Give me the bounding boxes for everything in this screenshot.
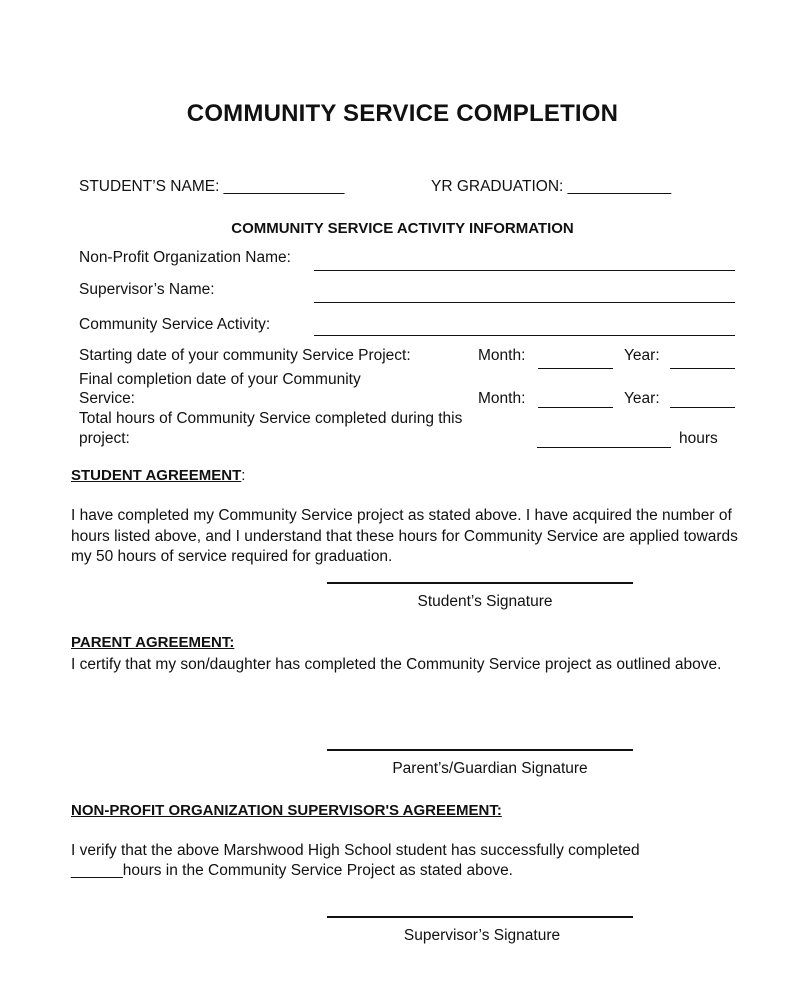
supervisor-name-line[interactable] <box>314 302 735 303</box>
supervisor-signature-line[interactable] <box>327 916 633 918</box>
total-hours-line[interactable] <box>537 447 671 448</box>
parent-signature-label: Parent’s/Guardian Signature <box>392 760 588 777</box>
student-agreement-heading-wrap <box>71 467 245 484</box>
supervisor-agreement-text-2: ______hours in the Community Service Project as stated above. <box>71 862 513 879</box>
student-agreement-colon: : <box>241 467 246 484</box>
parent-signature-line[interactable] <box>327 749 633 751</box>
graduation-year-field[interactable]: YR GRADUATION: ____________ <box>431 178 672 195</box>
student-signature-label: Student’s Signature <box>417 593 553 610</box>
document-title: COMMUNITY SERVICE COMPLETION <box>186 100 619 127</box>
final-date-label-1: Final completion date of your Community <box>79 371 361 388</box>
start-year-line[interactable] <box>670 368 735 369</box>
supervisor-agreement-heading: NON-PROFIT ORGANIZATION SUPERVISOR'S AGREEMENT: <box>71 802 502 819</box>
final-month-label: Month: <box>478 390 526 407</box>
total-hours-label-1: Total hours of Community Service completed during this <box>79 410 463 427</box>
final-date-label-2: Service: <box>79 390 135 407</box>
hours-unit-label: hours <box>679 430 718 447</box>
parent-agreement-text: I certify that my son/daughter has completed the Community Service project as outlined above. <box>71 656 722 673</box>
org-name-line[interactable] <box>314 270 735 271</box>
total-hours-label-2: project: <box>79 430 130 447</box>
activity-info-heading: COMMUNITY SERVICE ACTIVITY INFORMATION <box>231 220 574 237</box>
supervisor-name-label: Supervisor’s Name: <box>79 281 215 298</box>
student-signature-line[interactable] <box>327 582 633 584</box>
parent-agreement-heading: PARENT AGREEMENT: <box>71 634 235 651</box>
final-year-line[interactable] <box>670 407 735 408</box>
final-month-line[interactable] <box>538 407 613 408</box>
activity-label: Community Service Activity: <box>79 316 271 333</box>
student-agreement-text: I have completed my Community Service project as stated above. I have acquired the number of hours listed above, and I understand that these hours for Community Service are applied towards my 50 hours of service required for graduation. <box>71 507 738 565</box>
start-month-line[interactable] <box>538 368 613 369</box>
org-name-label: Non-Profit Organization Name: <box>79 249 291 266</box>
start-year-label: Year: <box>624 347 660 364</box>
supervisor-agreement-text-1: I verify that the above Marshwood High School student has successfully completed <box>71 842 640 859</box>
start-date-label: Starting date of your community Service Project: <box>79 347 411 364</box>
supervisor-signature-label: Supervisor’s Signature <box>403 927 561 944</box>
student-name-field[interactable]: STUDENT’S NAME: ______________ <box>79 178 345 195</box>
student-agreement-heading: STUDENT AGREEMENT <box>71 467 242 484</box>
final-year-label: Year: <box>624 390 660 407</box>
activity-line[interactable] <box>314 335 735 336</box>
start-month-label: Month: <box>478 347 526 364</box>
